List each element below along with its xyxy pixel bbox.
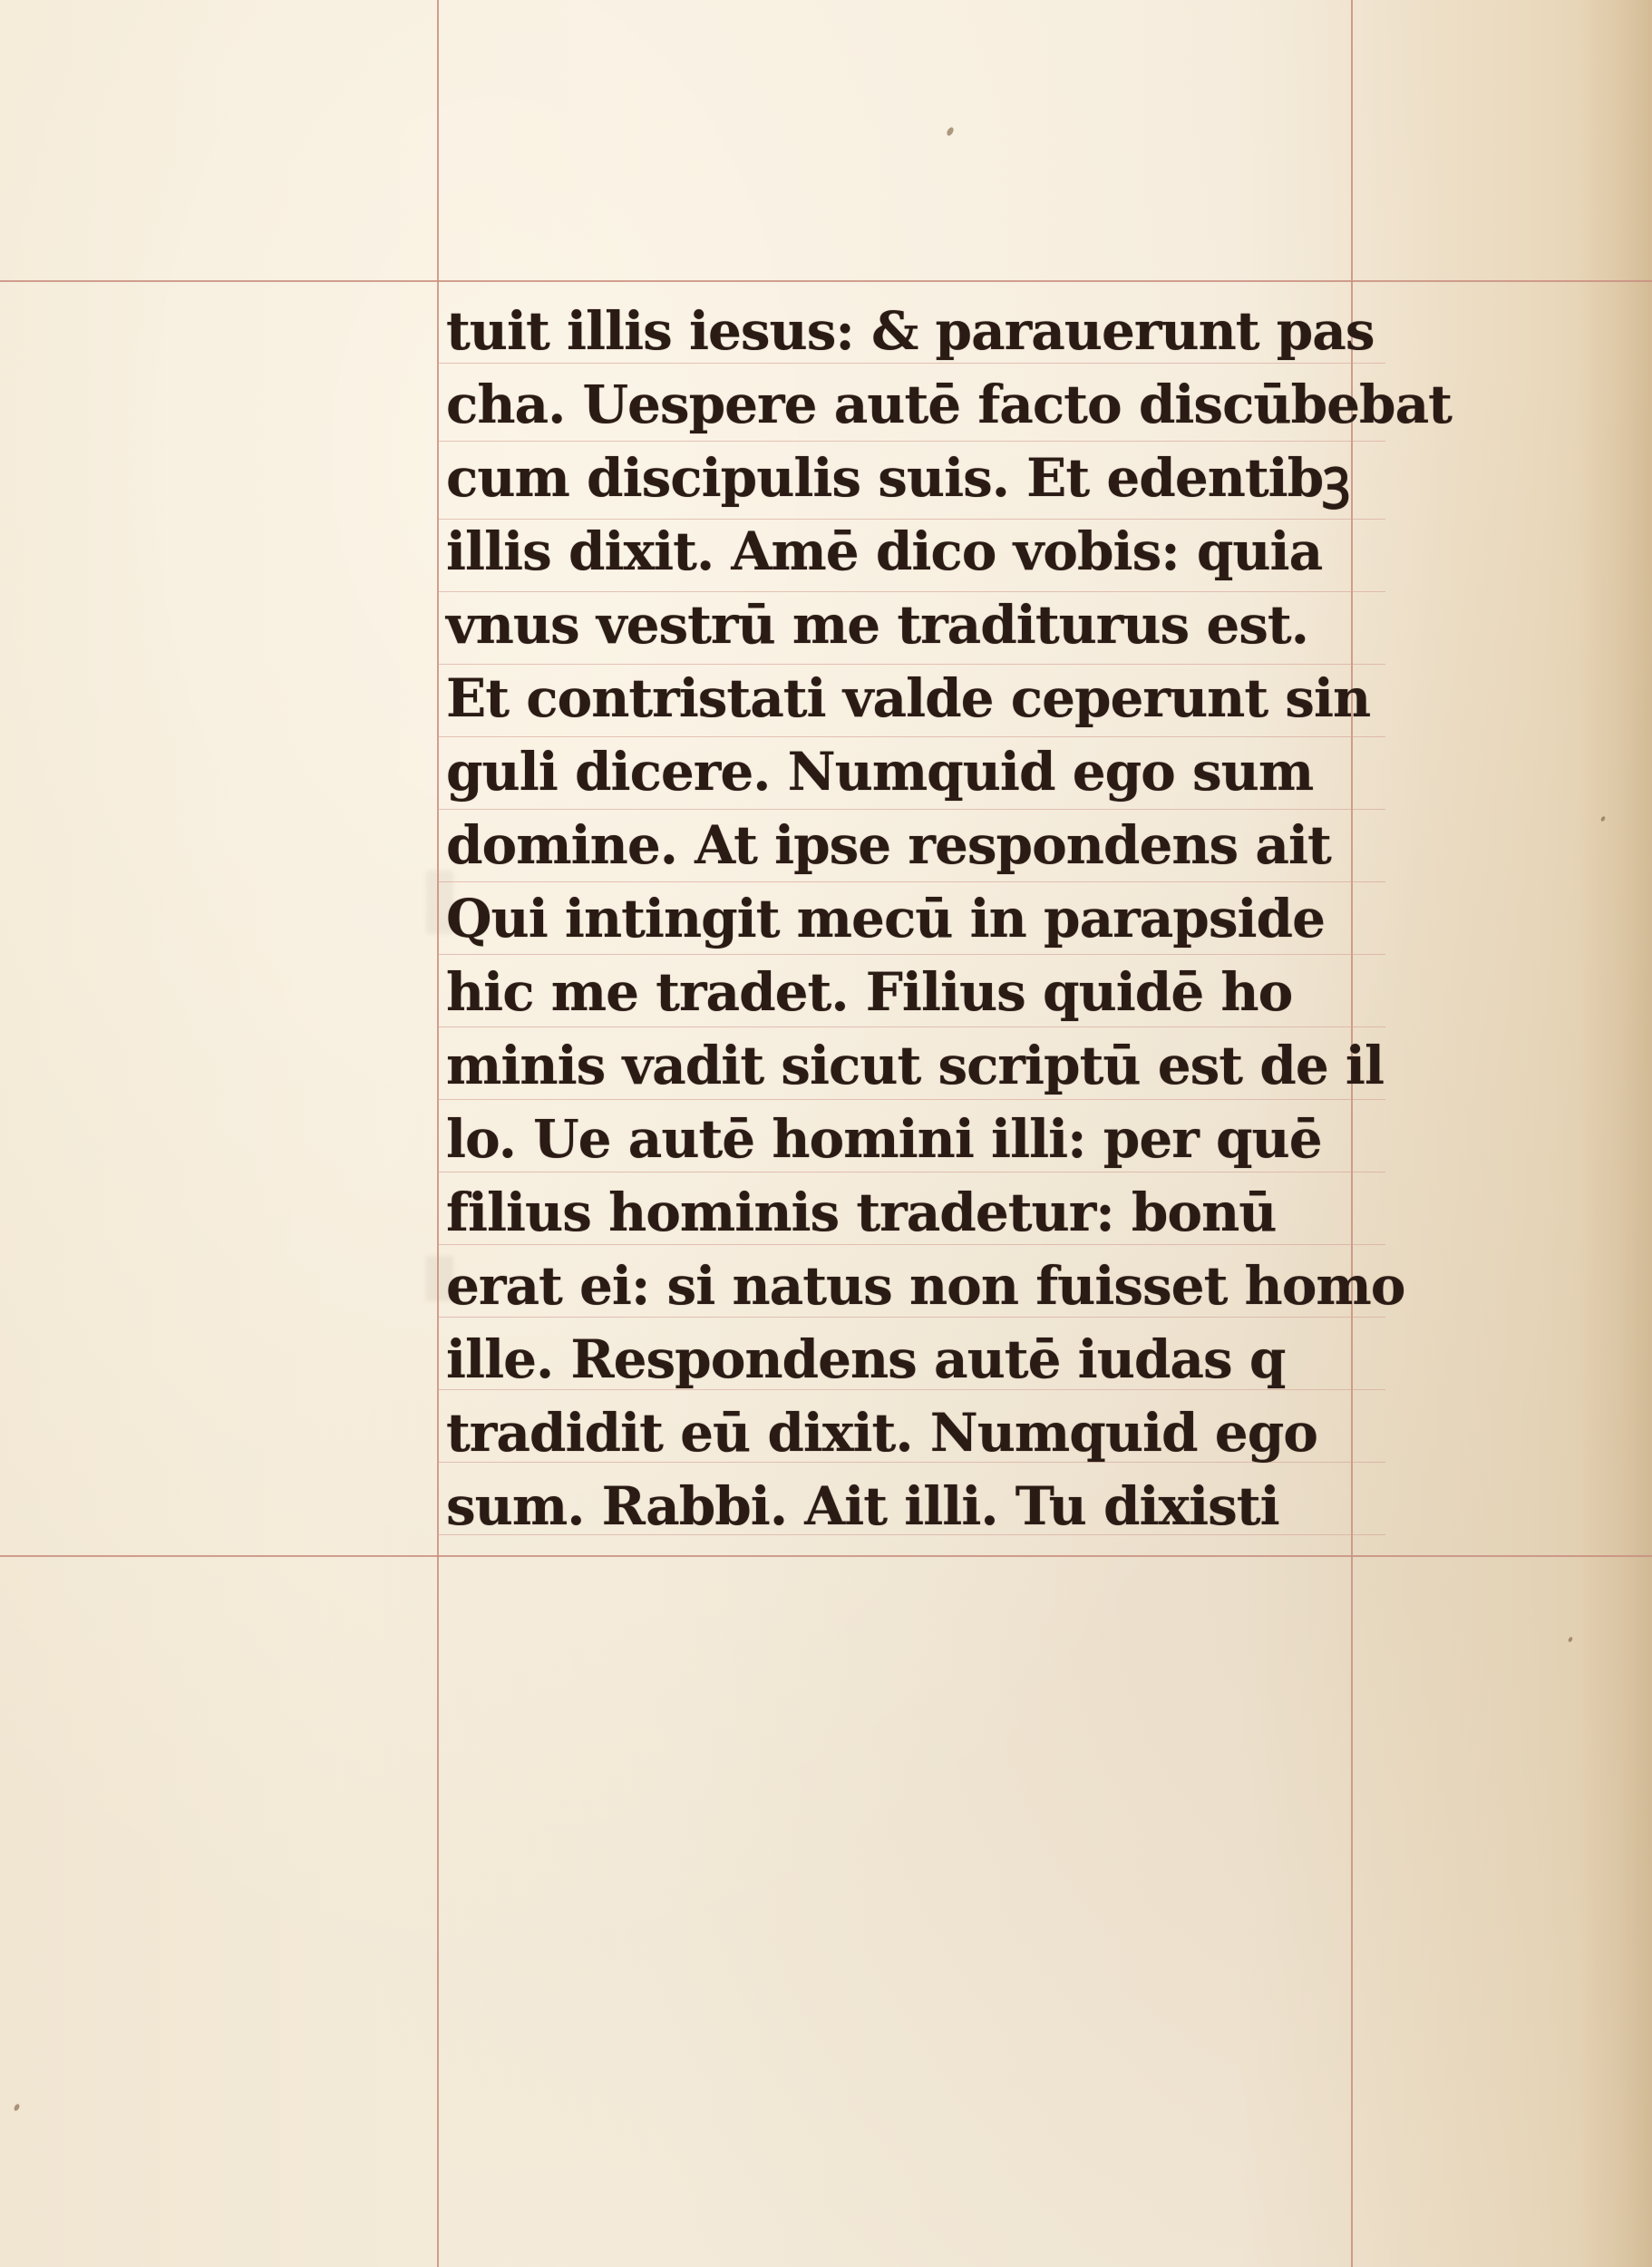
text-line: vnus vestrū me traditurus est.	[446, 594, 1308, 656]
text-line: sum. Rabbi. Ait illi. Tu dixisti	[446, 1475, 1279, 1537]
horizontal-ruling-top	[0, 280, 1652, 282]
text-line: tradidit eū dixit. Numquid ego	[446, 1402, 1317, 1464]
text-line: cha. Uespere autē facto discūbebat	[446, 374, 1452, 435]
text-line: lo. Ue autē homini illi: per quē	[446, 1108, 1322, 1170]
text-line: illis dixit. Amē dico vobis: quia	[446, 521, 1323, 582]
text-line: tuit illis iesus: & parauerunt pas	[446, 300, 1375, 362]
text-line: minis vadit sicut scriptū est de il	[446, 1035, 1384, 1096]
page-edge-shading	[1578, 0, 1652, 2267]
parchment-speck	[1568, 1636, 1573, 1642]
parchment-speck	[946, 126, 955, 137]
text-line: cum discipulis suis. Et edentibꝫ	[446, 447, 1349, 509]
text-line: hic me tradet. Filius quidē ho	[446, 961, 1293, 1023]
text-line: Qui intingit mecū in parapside	[446, 888, 1325, 949]
text-line: Et contristati valde ceperunt sin	[446, 667, 1371, 729]
vertical-ruling-left	[437, 0, 439, 2267]
horizontal-ruling-bottom	[0, 1555, 1652, 1557]
text-block	[446, 292, 1452, 1552]
text-line: domine. At ipse respondens ait	[446, 814, 1331, 876]
text-line: filius hominis tradetur: bonū	[446, 1182, 1277, 1243]
text-line: erat ei: si natus non fuisset homo	[446, 1255, 1405, 1317]
parchment-speck	[13, 2103, 20, 2111]
text-line: ille. Respondens autē iudas q	[446, 1328, 1286, 1390]
text-line: guli dicere. Numquid ego sum	[446, 741, 1314, 803]
